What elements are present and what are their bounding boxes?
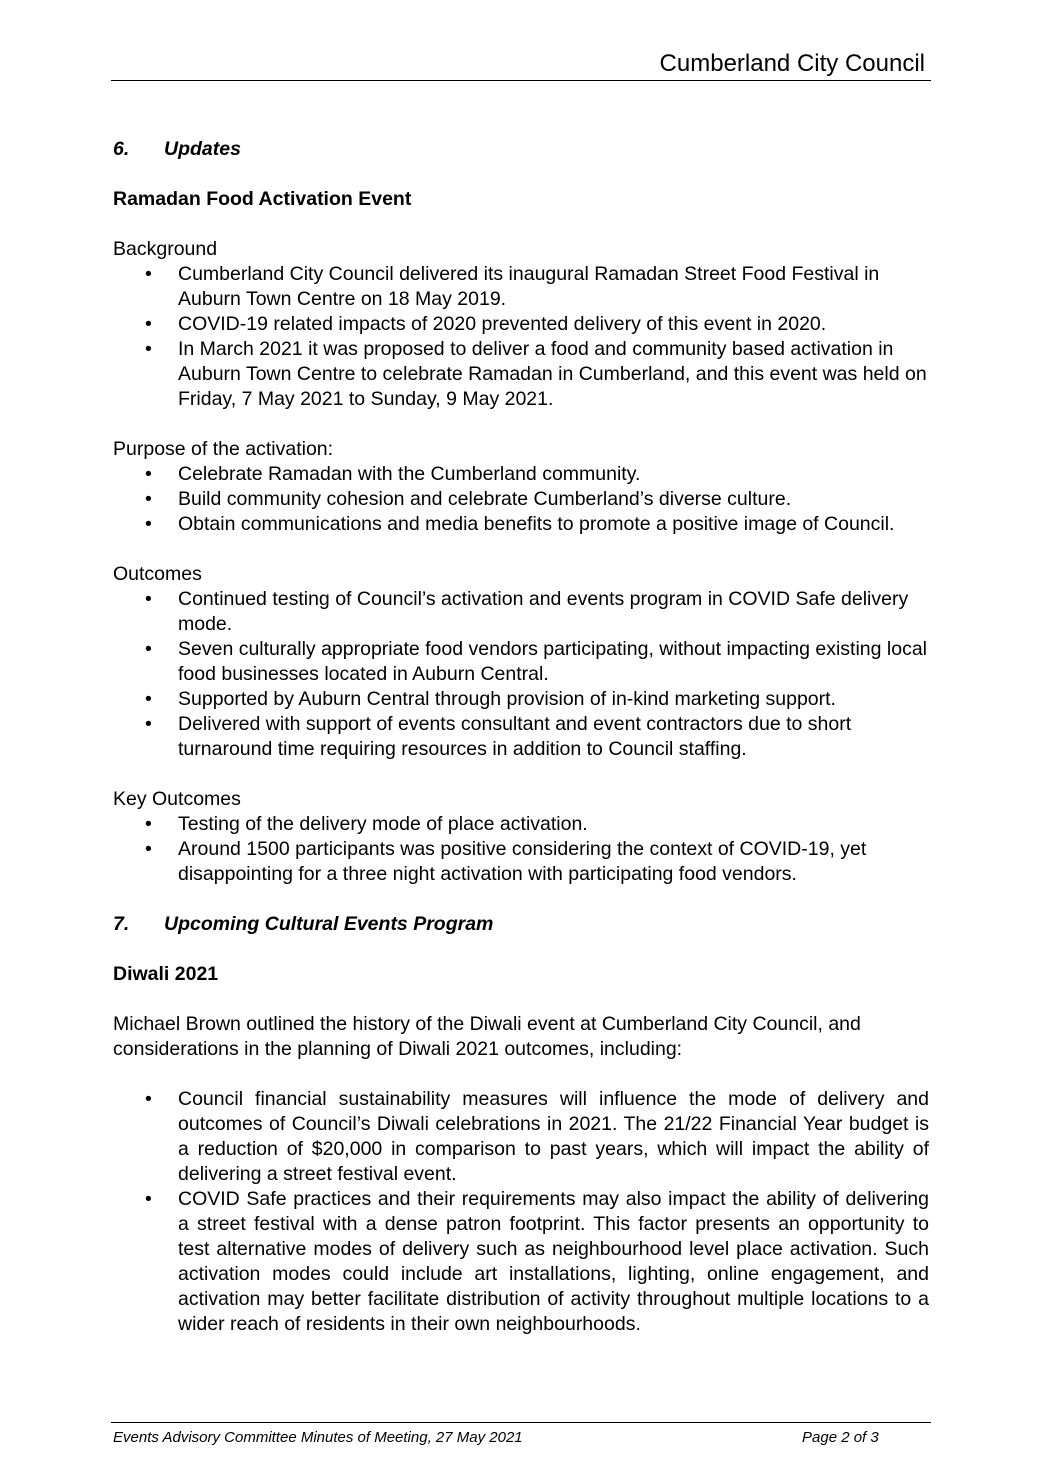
bullet-icon: • [145,813,152,835]
bullet-icon: • [145,688,152,710]
list-item: • Continued testing of Council’s activation and events program in COVID Safe delivery mode. [145,588,909,635]
key-outcomes-label: Key Outcomes [113,788,241,810]
key-outcomes-list [113,812,929,887]
ramadan-subheading: Ramadan Food Activation Event [113,188,412,210]
purpose-label: Purpose of the activation: [113,438,334,460]
list-item: • Council financial sustainability measures will influence the mode of delivery and outcomes of Council’s Diwali celebrations in 2021. The 21/22 Financial Year budget is a reduction of $20,000 in comparison to past years, which will impact the ability of delivering a street festival event. [145,1088,929,1185]
bullet-icon: • [145,713,152,735]
list-item: • COVID Safe practices and their requirements may also impact the ability of delivering a street festival with a dense patron footprint. This factor presents an opportunity to test alternative modes of delivery such as neighbourhood level place activation. Such activation modes could include art installations, lighting, online engagement, and activation may better facilitate distribution of activity throughout multiple locations to a wider reach of residents in their own neighbourhoods. [145,1188,929,1335]
diwali-intro-paragraph: Michael Brown outlined the history of the Diwali event at Cumberland City Council, and considerations in the planning of Diwali 2021 outcomes, including: [113,1013,861,1060]
list-item: • COVID-19 related impacts of 2020 prevented delivery of this event in 2020. [145,313,827,335]
section-7-title: Upcoming Cultural Events Program [164,913,494,935]
list-item: • Obtain communications and media benefits to promote a positive image of Council. [145,513,895,535]
footer-document-title: Events Advisory Committee Minutes of Meeting, 27 May 2021 [113,1429,523,1446]
section-7-heading [113,912,929,937]
section-6-heading [113,137,929,162]
list-item: • Cumberland City Council delivered its inaugural Ramadan Street Food Festival in Auburn Town Centre on 18 May 2019. [145,263,880,310]
bullet-icon: • [145,313,152,335]
bullet-icon: • [145,513,152,535]
bullet-icon: • [145,488,152,510]
list-item: • Testing of the delivery mode of place activation. [145,813,588,835]
list-item: • In March 2021 it was proposed to deliver a food and community based activation in Auburn Town Centre to celebrate Ramadan in Cumberland, and this event was held on Friday, 7 May 2021 to Sunday, 9 May 2021. [145,338,927,410]
bullet-icon: • [145,263,152,285]
header-organization: Cumberland City Council [659,50,925,77]
bullet-icon: • [145,1088,152,1110]
bullet-icon: • [145,338,152,360]
diwali-considerations-list [113,1087,929,1337]
section-6-title: Updates [164,138,241,160]
footer-page-number: Page 2 of 3 [802,1429,879,1446]
page-footer [111,1422,931,1449]
bullet-icon: • [145,588,152,610]
bullet-icon: • [145,838,152,860]
list-item: • Delivered with support of events consultant and event contractors due to short turnaround time requiring resources in addition to Council staffing. [145,713,852,760]
list-item: • Seven culturally appropriate food vendors participating, without impacting existing local food businesses located in Auburn Central. [145,638,927,685]
list-item: • Build community cohesion and celebrate Cumberland’s diverse culture. [145,488,792,510]
background-label: Background [113,238,218,260]
document-body [113,137,929,1362]
list-item: • Supported by Auburn Central through provision of in-kind marketing support. [145,688,836,710]
bullet-icon: • [145,463,152,485]
section-6-number: 6. [113,138,130,160]
outcomes-list [113,587,929,762]
list-item: • Celebrate Ramadan with the Cumberland community. [145,463,641,485]
outcomes-label: Outcomes [113,563,202,585]
list-item: • Around 1500 participants was positive considering the context of COVID-19, yet disappointing for a three night activation with participating food vendors. [145,838,867,885]
diwali-subheading: Diwali 2021 [113,963,219,985]
page-header [111,44,931,81]
background-list [113,262,929,412]
section-7-number: 7. [113,913,130,935]
bullet-icon: • [145,638,152,660]
bullet-icon: • [145,1188,152,1210]
purpose-list [113,462,929,537]
